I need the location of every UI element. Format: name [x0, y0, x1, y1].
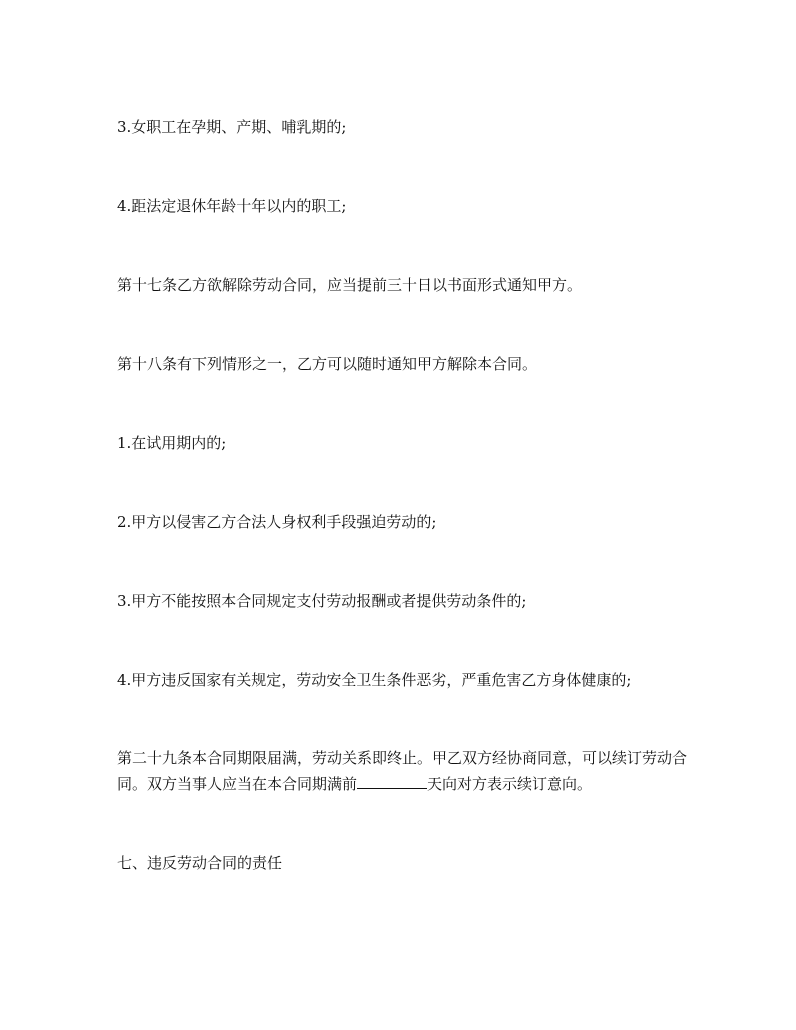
article-29-text-end: 天向对方表示续订意向。 [427, 775, 593, 793]
article-18: 第十八条有下列情形之一，乙方可以随时通知甲方解除本合同。 [117, 355, 538, 373]
clause-item-3-female-employees: 3.女职工在孕期、产期、哺乳期的; [117, 118, 347, 136]
article-18-item-2: 2.甲方以侵害乙方合法人身权利手段强迫劳动的; [117, 513, 437, 531]
article-17: 第十七条乙方欲解除劳动合同，应当提前三十日以书面形式通知甲方。 [117, 276, 583, 294]
article-18-item-1: 1.在试用期内的; [117, 434, 227, 452]
days-blank-line [357, 787, 427, 789]
article-18-item-3: 3.甲方不能按照本合同规定支付劳动报酬或者提供劳动条件的; [117, 592, 527, 610]
article-29 [117, 745, 692, 797]
article-29-text: 第二十九条本合同期限届满，劳动关系即终止。甲乙双方经协商同意，可以续订劳动合同。双方当事人应当在本合同期满前 [117, 749, 688, 793]
section-7-heading: 七、违反劳动合同的责任 [117, 854, 283, 872]
clause-item-4-near-retirement: 4.距法定退休年龄十年以内的职工; [117, 197, 347, 215]
article-18-item-4: 4.甲方违反国家有关规定，劳动安全卫生条件恶劣，严重危害乙方身体健康的; [117, 671, 632, 689]
